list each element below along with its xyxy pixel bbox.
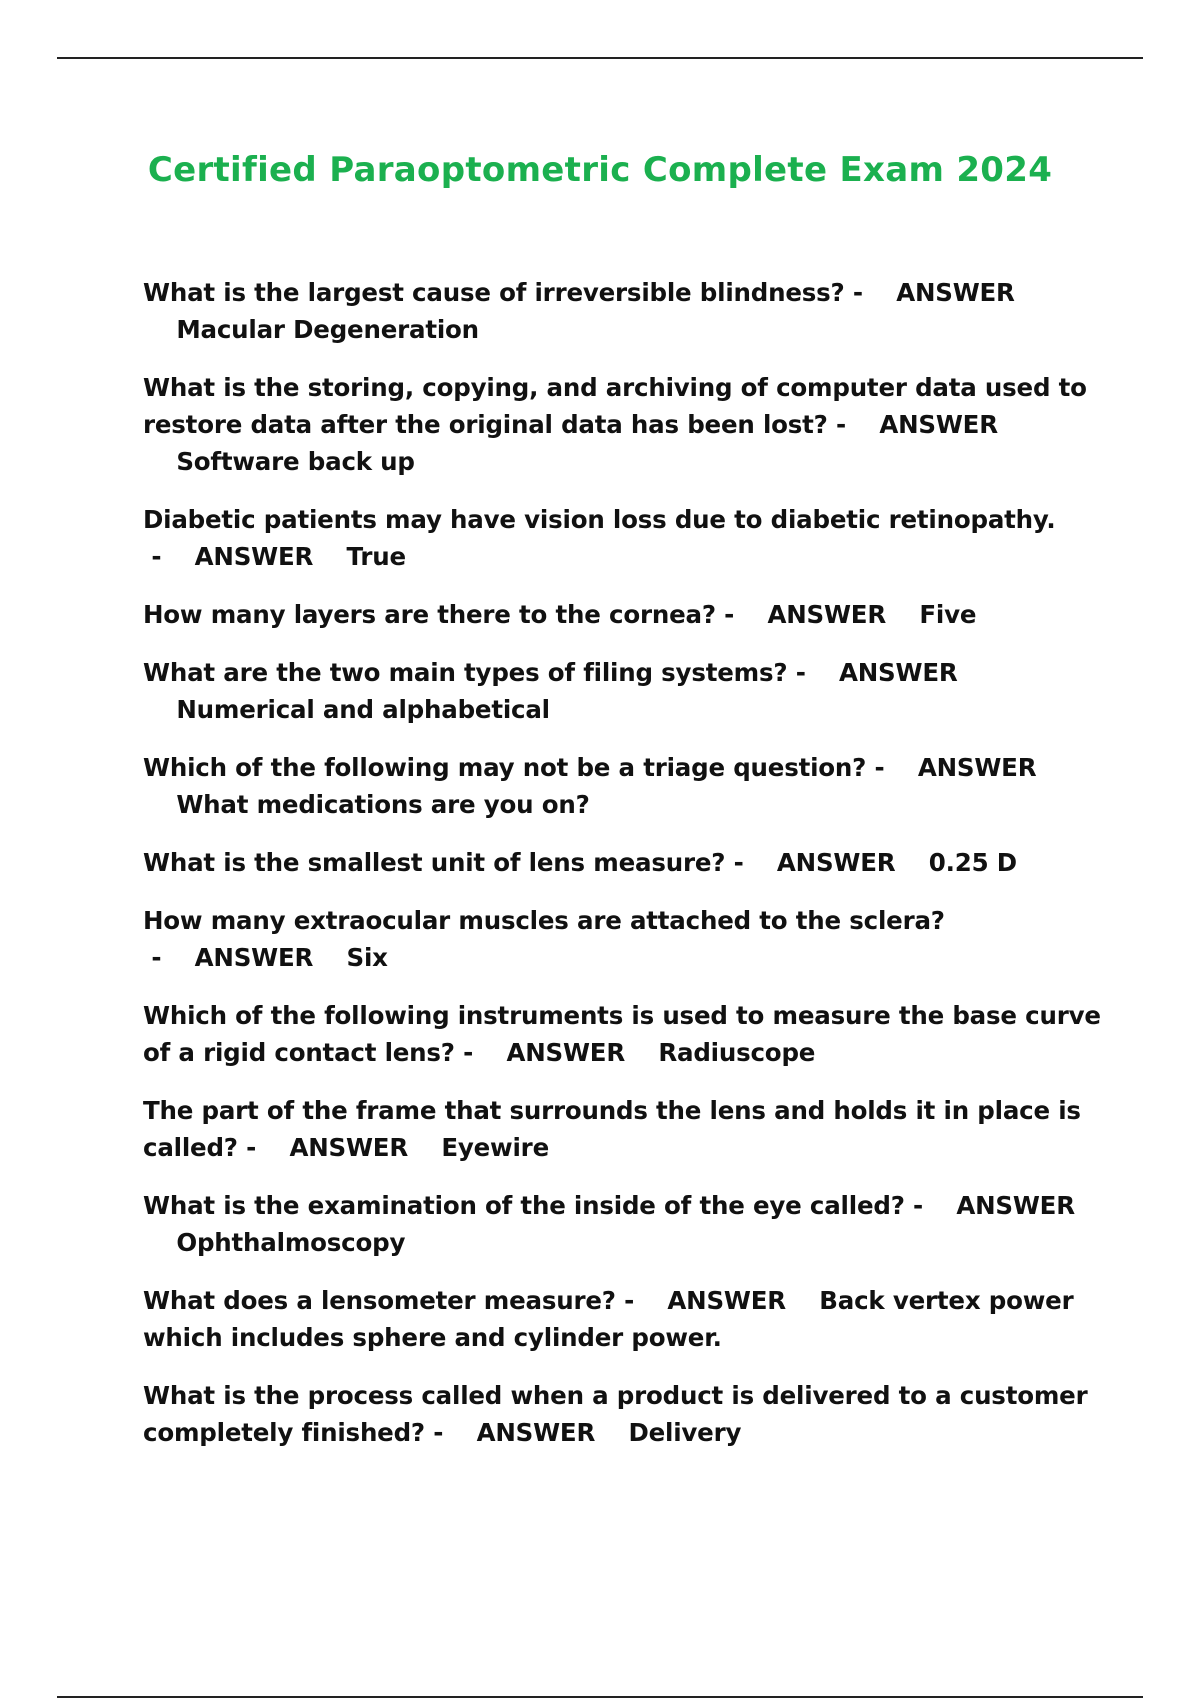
question-text: What is the storing, copying, and archiving of computer data used to restore data after the original data has been lost? [143, 373, 1087, 439]
qa-item [143, 844, 1103, 881]
answer-label: ANSWER [838, 658, 958, 687]
answer-label: ANSWER [776, 848, 896, 877]
separator: - [143, 943, 195, 972]
answer-text: Eyewire [441, 1133, 549, 1162]
question-text: What is the largest cause of irreversible blindness? [143, 278, 845, 307]
top-rule [57, 57, 1143, 59]
question-text: What does a lensometer measure? [143, 1286, 616, 1315]
answer-label: ANSWER [879, 410, 998, 439]
separator: - [866, 753, 918, 782]
question-text: How many extraocular muscles are attached to the sclera? [143, 906, 945, 935]
qa-item [143, 369, 1103, 480]
answer-label: ANSWER [767, 600, 887, 629]
qa-item [143, 902, 1103, 976]
question-text: The part of the frame that surrounds the lens and holds it in place is called? [143, 1096, 1081, 1162]
answer-text: What medications are you on? [176, 790, 590, 819]
separator: - [237, 1133, 290, 1162]
question-text: Which of the following instruments is used to measure the base curve of a rigid contact lens? [143, 1001, 1101, 1067]
bottom-rule [57, 1696, 1143, 1698]
qa-list [143, 274, 1103, 1472]
question-text: What is the examination of the inside of the eye called? [143, 1191, 905, 1220]
separator: - [454, 1038, 507, 1067]
question-text: Diabetic patients may have vision loss due to diabetic retinopathy. [143, 505, 1056, 534]
answer-label: ANSWER [194, 943, 314, 972]
qa-item [143, 501, 1103, 575]
separator: - [615, 1286, 668, 1315]
answer-label: ANSWER [506, 1038, 625, 1067]
answer-label: ANSWER [476, 1418, 596, 1447]
answer-text: Software back up [176, 447, 415, 476]
answer-text: Five [919, 600, 977, 629]
qa-item [143, 749, 1103, 823]
question-text: What are the two main types of filing systems? [143, 658, 788, 687]
answer-label: ANSWER [917, 753, 1037, 782]
answer-text: Six [346, 943, 388, 972]
answer-label: ANSWER [956, 1191, 1075, 1220]
answer-text: Radiuscope [658, 1038, 816, 1067]
separator: - [143, 542, 195, 571]
page-title: Certified Paraoptometric Complete Exam 2024 [147, 150, 1053, 190]
separator: - [424, 1418, 477, 1447]
separator: - [715, 600, 768, 629]
answer-label: ANSWER [194, 542, 314, 571]
separator: - [827, 410, 880, 439]
qa-item [143, 1187, 1103, 1261]
question-text: What is the smallest unit of lens measure? [143, 848, 726, 877]
qa-item [143, 1282, 1103, 1356]
answer-label: ANSWER [289, 1133, 408, 1162]
answer-text: Ophthalmoscopy [176, 1228, 406, 1257]
answer-label: ANSWER [667, 1286, 786, 1315]
qa-item [143, 596, 1103, 633]
qa-item [143, 997, 1103, 1071]
answer-text: Back vertex power which includes sphere and cylinder power. [143, 1286, 1074, 1352]
qa-item [143, 654, 1103, 728]
question-text: What is the process called when a product is delivered to a customer completely finished? [143, 1381, 1088, 1447]
separator: - [904, 1191, 957, 1220]
qa-item [143, 1092, 1103, 1166]
answer-text: Numerical and alphabetical [176, 695, 550, 724]
separator: - [787, 658, 839, 687]
answer-text: Macular Degeneration [176, 315, 479, 344]
question-text: Which of the following may not be a triage question? [143, 753, 867, 782]
qa-item [143, 274, 1103, 348]
question-text: How many layers are there to the cornea? [143, 600, 716, 629]
qa-item [143, 1377, 1103, 1451]
separator: - [844, 278, 897, 307]
answer-text: True [346, 542, 406, 571]
answer-text: 0.25 D [928, 848, 1017, 877]
answer-text: Delivery [628, 1418, 742, 1447]
separator: - [725, 848, 777, 877]
answer-label: ANSWER [896, 278, 1015, 307]
